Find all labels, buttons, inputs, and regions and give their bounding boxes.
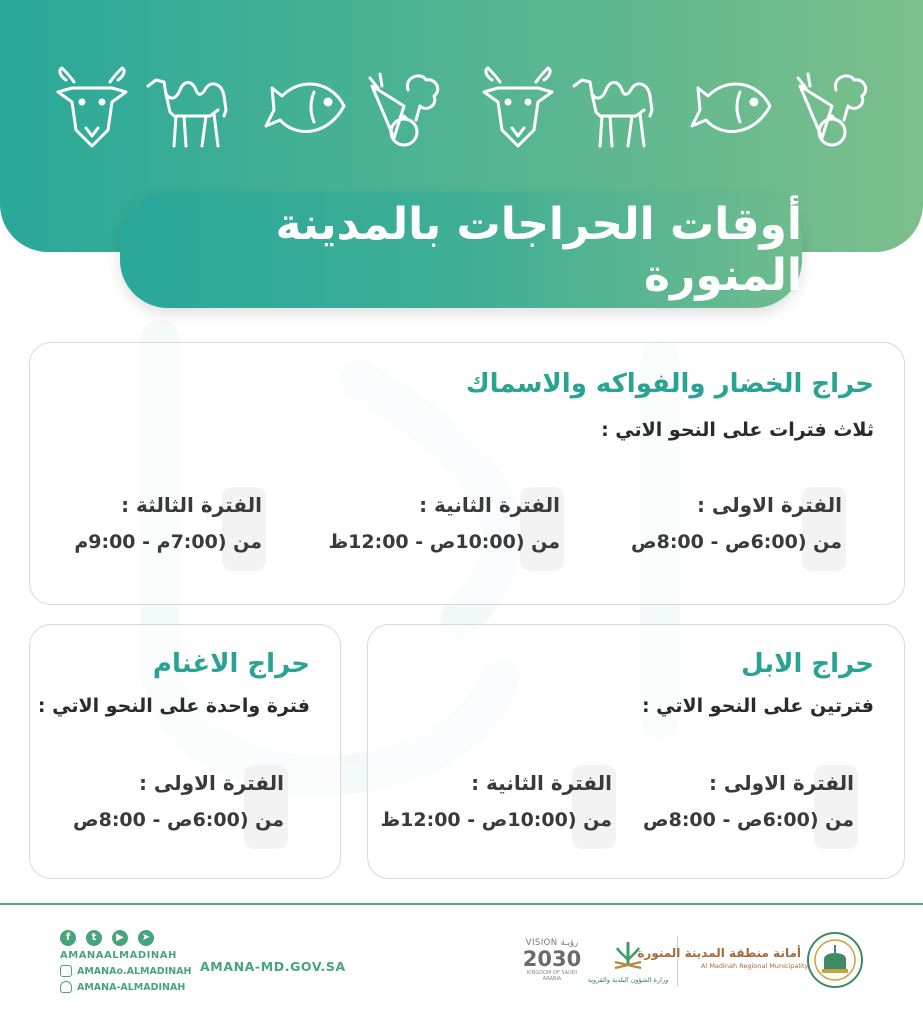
logo-divider: [677, 936, 678, 986]
period-label: الفترة الاولى :: [696, 493, 842, 517]
fish-icon: [688, 66, 774, 150]
period-time: من (6:00ص - 8:00ص: [73, 809, 284, 831]
sheep-market-subtitle: فترة واحدة على النحو الاتي :: [37, 695, 310, 717]
period-item: [631, 493, 842, 553]
snapchat-icon: [60, 981, 72, 993]
period-time: من (6:00ص - 8:00ص: [643, 809, 854, 831]
sheep-market-card: [29, 624, 341, 879]
fish-icon: [262, 66, 348, 150]
period-time: من (6:00ص - 8:00ص: [631, 531, 842, 553]
goat-icon: [478, 66, 558, 150]
page-title-pill: [120, 192, 802, 308]
instagram-link[interactable]: [60, 965, 191, 977]
produce-market-card: [29, 342, 905, 605]
period-time: من (7:00م - 9:00م: [74, 531, 262, 553]
sheep-market-title: حراج الاغنام: [152, 649, 310, 679]
camel-market-title: حراج الابل: [741, 649, 874, 679]
instagram-icon: [60, 965, 72, 977]
period-item: [74, 493, 262, 553]
camel-icon: [566, 66, 662, 150]
period-item: [73, 771, 284, 831]
social-icons-row: [60, 930, 191, 946]
period-label: الفترة الثالثة :: [121, 493, 262, 517]
amana-english-name: Al Madinah Regional Municipality: [701, 962, 809, 970]
footer-divider: [0, 903, 923, 905]
vision-label: VISION رؤيـة: [525, 938, 579, 948]
vegetables-icon: [792, 66, 872, 150]
period-label: الفترة الاولى :: [138, 771, 284, 795]
amana-logo: [637, 946, 809, 970]
website-link[interactable]: AMANA-MD.GOV.SA: [200, 959, 346, 974]
camel-icon: [140, 66, 236, 150]
amana-arabic-name: أمانة منطقة المدينة المنورة: [637, 946, 801, 960]
vision-year: 2030: [522, 947, 582, 971]
period-item: [380, 771, 612, 831]
camel-market-subtitle: فترتين على النحو الاتي :: [641, 695, 874, 717]
ministry-name: وزارة الشؤون البلدية والقروية: [587, 976, 669, 984]
youtube-icon[interactable]: ▶: [112, 930, 128, 946]
telegram-icon[interactable]: ➤: [138, 930, 154, 946]
camel-market-card: [367, 624, 905, 879]
social-links: [60, 930, 191, 993]
animal-icons-row: [40, 66, 890, 156]
vision-2030-logo: [517, 938, 587, 990]
period-item: [328, 493, 560, 553]
produce-market-subtitle: ثلاث فترات على النحو الاتي :: [601, 419, 874, 441]
produce-market-title: حراج الخضار والفواكه والاسماك: [465, 369, 874, 399]
period-time: من (10:00ص - 12:00ظ: [380, 809, 612, 831]
vegetables-icon: [364, 66, 444, 150]
period-label: الفترة الثانية :: [419, 493, 560, 517]
period-label: الفترة الثانية :: [471, 771, 612, 795]
snapchat-link[interactable]: [60, 981, 191, 993]
snapchat-handle: AMANA-ALMADINAH: [77, 981, 186, 993]
municipality-seal-icon: [806, 931, 864, 989]
goat-icon: [52, 66, 132, 150]
social-handle[interactable]: AMANAALMADINAH: [60, 950, 177, 961]
period-time: من (10:00ص - 12:00ظ: [328, 531, 560, 553]
period-label: الفترة الاولى :: [708, 771, 854, 795]
period-item: [643, 771, 854, 831]
instagram-handle: AMANAo.ALMADINAH: [77, 965, 192, 977]
twitter-icon[interactable]: t: [86, 930, 102, 946]
vision-kingdom: KINGDOM OF SAUDI ARABIA: [526, 970, 578, 982]
page-title: أوقات الحراجات بالمدينة المنورة: [275, 199, 802, 301]
facebook-icon[interactable]: f: [60, 930, 76, 946]
